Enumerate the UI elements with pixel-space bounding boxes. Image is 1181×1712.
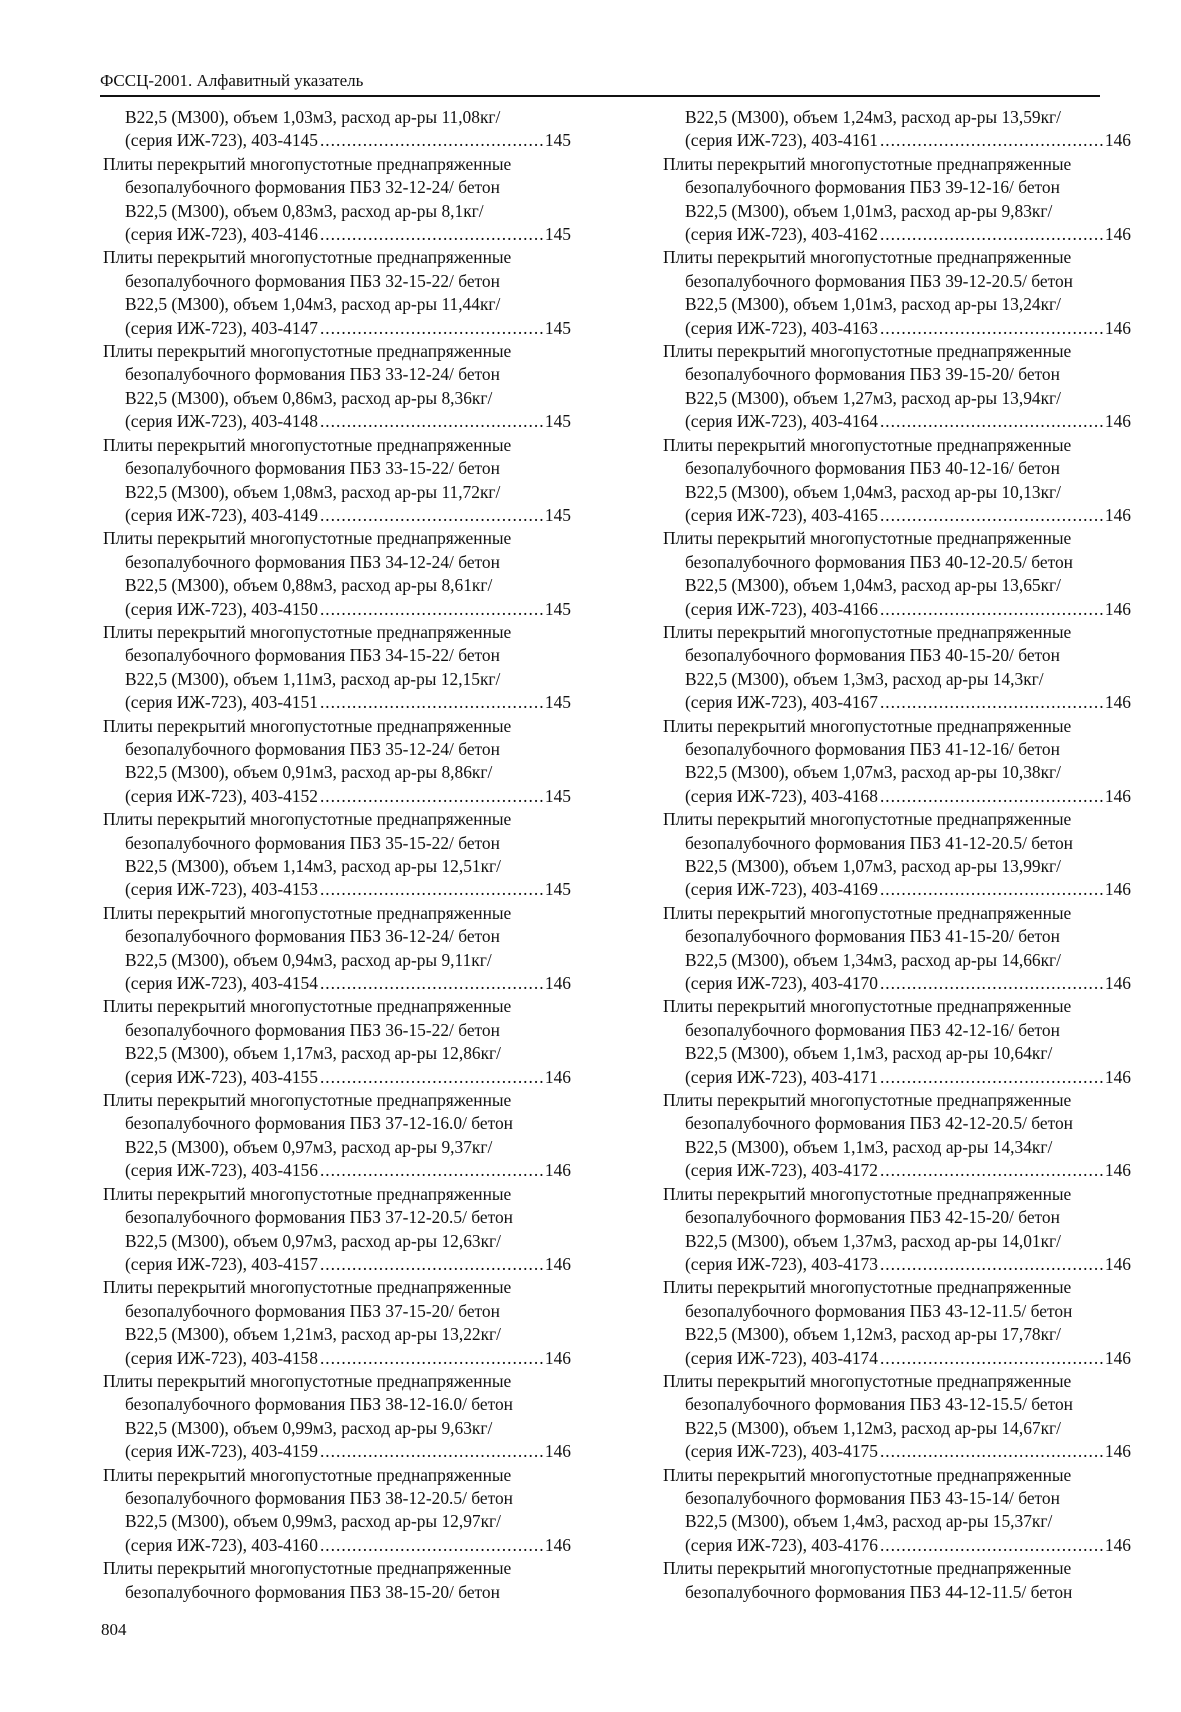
right-column bbox=[663, 106, 1131, 1604]
leader-dots bbox=[880, 129, 1103, 152]
entry-page: 145 bbox=[544, 692, 571, 713]
entry-title: Плиты перекрытий многопустотные преднапряженные bbox=[663, 621, 1072, 642]
entry-page: 146 bbox=[1104, 1253, 1131, 1274]
entry-text: В22,5 (М300), объем 1,01м3, расход ар-ры 13,24кг/ bbox=[685, 294, 1062, 315]
entry-code: (серия ИЖ-723), 403-4165 bbox=[685, 504, 878, 525]
leader-dots bbox=[880, 878, 1103, 901]
entry-reference bbox=[663, 1440, 1131, 1463]
index-entry bbox=[663, 715, 1131, 809]
index-entry bbox=[103, 715, 571, 809]
index-entry bbox=[663, 902, 1131, 996]
leader-dots bbox=[880, 1347, 1103, 1370]
index-entry bbox=[103, 1089, 571, 1183]
entry-reference bbox=[663, 1253, 1131, 1276]
entry-text: безопалубочного формования ПБЗ 44-12-11.5/ бетон bbox=[685, 1581, 1073, 1602]
entry-code: (серия ИЖ-723), 403-4170 bbox=[685, 973, 878, 994]
leader-dots bbox=[880, 410, 1103, 433]
index-entry bbox=[103, 808, 571, 902]
entry-text: безопалубочного формования ПБЗ 39-12-16/ бетон bbox=[685, 177, 1060, 198]
entry-title: Плиты перекрытий многопустотные преднапряженные bbox=[103, 247, 512, 268]
entry-reference bbox=[663, 317, 1131, 340]
index-entry bbox=[103, 1183, 571, 1277]
entry-page: 146 bbox=[1104, 785, 1131, 806]
entry-text: В22,5 (М300), объем 1,04м3, расход ар-ры 11,44кг/ bbox=[125, 294, 501, 315]
entry-reference bbox=[103, 1066, 571, 1089]
entry-title: Плиты перекрытий многопустотные преднапряженные bbox=[103, 434, 512, 455]
entry-reference bbox=[103, 129, 571, 152]
entry-page: 145 bbox=[544, 504, 571, 525]
entry-reference bbox=[103, 223, 571, 246]
entry-page: 146 bbox=[1104, 1160, 1131, 1181]
entry-reference bbox=[663, 223, 1131, 246]
entry-reference bbox=[663, 785, 1131, 808]
entry-reference bbox=[103, 785, 571, 808]
leader-dots bbox=[880, 317, 1103, 340]
entry-text: безопалубочного формования ПБЗ 40-15-20/ бетон bbox=[685, 645, 1060, 666]
index-entry bbox=[663, 340, 1131, 434]
entry-title: Плиты перекрытий многопустотные преднапряженные bbox=[103, 528, 512, 549]
entry-text: безопалубочного формования ПБЗ 36-15-22/ бетон bbox=[125, 1019, 500, 1040]
entry-reference bbox=[103, 878, 571, 901]
entry-reference bbox=[663, 1159, 1131, 1182]
entry-text: В22,5 (М300), объем 1,3м3, расход ар-ры 14,3кг/ bbox=[685, 668, 1044, 689]
entry-text: В22,5 (М300), объем 1,24м3, расход ар-ры 13,59кг/ bbox=[685, 107, 1062, 127]
index-entry bbox=[663, 808, 1131, 902]
index-entry bbox=[663, 1089, 1131, 1183]
leader-dots bbox=[880, 785, 1103, 808]
page-number: 804 bbox=[101, 1620, 127, 1639]
entry-title: Плиты перекрытий многопустотные преднапряженные bbox=[103, 341, 512, 362]
entry-text: В22,5 (М300), объем 1,04м3, расход ар-ры 13,65кг/ bbox=[685, 575, 1062, 596]
entry-text: безопалубочного формования ПБЗ 34-15-22/ бетон bbox=[125, 645, 500, 666]
entry-text: безопалубочного формования ПБЗ 42-12-16/ бетон bbox=[685, 1019, 1060, 1040]
entry-code: (серия ИЖ-723), 403-4152 bbox=[125, 785, 318, 806]
leader-dots bbox=[880, 1066, 1103, 1089]
entry-title: Плиты перекрытий многопустотные преднапряженные bbox=[103, 1277, 512, 1298]
leader-dots bbox=[880, 1534, 1103, 1557]
entry-text: В22,5 (М300), объем 1,21м3, расход ар-ры 13,22кг/ bbox=[125, 1324, 502, 1345]
entry-title: Плиты перекрытий многопустотные преднапряженные bbox=[103, 1464, 512, 1485]
entry-title: Плиты перекрытий многопустотные преднапряженные bbox=[663, 434, 1072, 455]
entry-code: (серия ИЖ-723), 403-4160 bbox=[125, 1534, 318, 1555]
leader-dots bbox=[320, 1440, 543, 1463]
index-entry bbox=[103, 340, 571, 434]
entry-reference bbox=[663, 691, 1131, 714]
entry-reference bbox=[663, 598, 1131, 621]
entry-page: 146 bbox=[544, 1347, 571, 1368]
entry-title: Плиты перекрытий многопустотные преднапряженные bbox=[663, 715, 1072, 736]
index-entry bbox=[663, 1464, 1131, 1558]
entry-text: В22,5 (М300), объем 1,1м3, расход ар-ры 14,34кг/ bbox=[685, 1136, 1053, 1157]
entry-title: Плиты перекрытий многопустотные преднапряженные bbox=[103, 996, 512, 1017]
entry-page: 145 bbox=[544, 598, 571, 619]
index-entry bbox=[103, 621, 571, 715]
entry-code: (серия ИЖ-723), 403-4172 bbox=[685, 1160, 878, 1181]
leader-dots bbox=[320, 691, 543, 714]
entry-page: 146 bbox=[1104, 598, 1131, 619]
entry-title: Плиты перекрытий многопустотные преднапряженные bbox=[103, 1370, 512, 1391]
header-title: ФССЦ-2001. Алфавитный указатель bbox=[100, 71, 364, 90]
index-entry bbox=[663, 621, 1131, 715]
entry-text: В22,5 (М300), объем 1,4м3, расход ар-ры 15,37кг/ bbox=[685, 1511, 1053, 1532]
entry-title: Плиты перекрытий многопустотные преднапряженные bbox=[663, 1277, 1072, 1298]
left-column bbox=[103, 106, 571, 1604]
entry-text: безопалубочного формования ПБЗ 43-15-14/ бетон bbox=[685, 1487, 1060, 1508]
entry-reference bbox=[663, 410, 1131, 433]
entry-page: 146 bbox=[544, 973, 571, 994]
entry-code: (серия ИЖ-723), 403-4148 bbox=[125, 411, 318, 432]
entry-text: безопалубочного формования ПБЗ 37-12-16.0/ бетон bbox=[125, 1113, 513, 1134]
entry-code: (серия ИЖ-723), 403-4161 bbox=[685, 130, 878, 151]
entry-page: 146 bbox=[1104, 1534, 1131, 1555]
entry-reference bbox=[103, 1347, 571, 1370]
entry-code: (серия ИЖ-723), 403-4168 bbox=[685, 785, 878, 806]
entry-code: (серия ИЖ-723), 403-4151 bbox=[125, 692, 318, 713]
entry-page: 145 bbox=[544, 224, 571, 245]
entry-text: безопалубочного формования ПБЗ 32-15-22/ бетон bbox=[125, 270, 500, 291]
leader-dots bbox=[880, 1253, 1103, 1276]
entry-text: безопалубочного формования ПБЗ 42-12-20.5/ бетон bbox=[685, 1113, 1073, 1134]
entry-page: 145 bbox=[544, 130, 571, 151]
entry-text: В22,5 (М300), объем 0,94м3, расход ар-ры 9,11кг/ bbox=[125, 949, 492, 970]
entry-code: (серия ИЖ-723), 403-4147 bbox=[125, 317, 318, 338]
entry-text: В22,5 (М300), объем 1,12м3, расход ар-ры 14,67кг/ bbox=[685, 1417, 1062, 1438]
entry-text: безопалубочного формования ПБЗ 32-12-24/ бетон bbox=[125, 177, 500, 198]
entry-title: Плиты перекрытий многопустотные преднапряженные bbox=[103, 1090, 512, 1111]
entry-code: (серия ИЖ-723), 403-4163 bbox=[685, 317, 878, 338]
entry-reference bbox=[103, 1440, 571, 1463]
index-entry bbox=[103, 153, 571, 247]
entry-text: В22,5 (М300), объем 0,91м3, расход ар-ры 8,86кг/ bbox=[125, 762, 493, 783]
entry-title: Плиты перекрытий многопустотные преднапряженные bbox=[663, 1464, 1072, 1485]
entry-page: 145 bbox=[544, 785, 571, 806]
entry-text: В22,5 (М300), объем 1,01м3, расход ар-ры 9,83кг/ bbox=[685, 200, 1053, 221]
entry-page: 146 bbox=[544, 1253, 571, 1274]
entry-text: безопалубочного формования ПБЗ 37-12-20.5/ бетон bbox=[125, 1207, 513, 1228]
entry-title: Плиты перекрытий многопустотные преднапряженные bbox=[103, 809, 512, 830]
entry-text: В22,5 (М300), объем 1,34м3, расход ар-ры 14,66кг/ bbox=[685, 949, 1062, 970]
entry-page: 145 bbox=[544, 879, 571, 900]
index-entry bbox=[663, 246, 1131, 340]
entry-text: безопалубочного формования ПБЗ 40-12-16/ бетон bbox=[685, 458, 1060, 479]
entry-page: 146 bbox=[1104, 879, 1131, 900]
entry-text: безопалубочного формования ПБЗ 33-15-22/ бетон bbox=[125, 458, 500, 479]
index-entry bbox=[663, 434, 1131, 528]
entry-text: В22,5 (М300), объем 1,14м3, расход ар-ры 12,51кг/ bbox=[125, 856, 502, 876]
entry-text: безопалубочного формования ПБЗ 35-15-22/ бетон bbox=[125, 832, 500, 853]
entry-title: Плиты перекрытий многопустотные преднапряженные bbox=[663, 902, 1072, 923]
entry-text: В22,5 (М300), объем 1,37м3, расход ар-ры 14,01кг/ bbox=[685, 1230, 1062, 1251]
entry-reference bbox=[103, 504, 571, 527]
entry-title: Плиты перекрытий многопустотные преднапряженные bbox=[663, 1558, 1072, 1579]
entry-page: 146 bbox=[544, 1534, 571, 1555]
index-entry bbox=[103, 1370, 571, 1464]
entry-page: 145 bbox=[544, 317, 571, 338]
entry-text: безопалубочного формования ПБЗ 38-12-20.5/ бетон bbox=[125, 1487, 513, 1508]
entry-text: безопалубочного формования ПБЗ 41-12-16/ бетон bbox=[685, 738, 1060, 759]
leader-dots bbox=[320, 1347, 543, 1370]
entry-title: Плиты перекрытий многопустотные преднапряженные bbox=[103, 1183, 512, 1204]
entry-title: Плиты перекрытий многопустотные преднапряженные bbox=[663, 1370, 1072, 1391]
entry-code: (серия ИЖ-723), 403-4164 bbox=[685, 411, 878, 432]
entry-title: Плиты перекрытий многопустотные преднапряженные bbox=[663, 341, 1072, 362]
entry-page: 145 bbox=[544, 411, 571, 432]
entry-page: 146 bbox=[544, 1441, 571, 1462]
entry-text: безопалубочного формования ПБЗ 41-15-20/ бетон bbox=[685, 926, 1060, 947]
entry-code: (серия ИЖ-723), 403-4159 bbox=[125, 1441, 318, 1462]
entry-title: Плиты перекрытий многопустотные преднапряженные bbox=[663, 1090, 1072, 1111]
entry-page: 146 bbox=[1104, 692, 1131, 713]
entry-reference bbox=[103, 1253, 571, 1276]
entry-text: безопалубочного формования ПБЗ 39-15-20/ бетон bbox=[685, 364, 1060, 385]
entry-code: (серия ИЖ-723), 403-4158 bbox=[125, 1347, 318, 1368]
entry-title: Плиты перекрытий многопустотные преднапряженные bbox=[103, 153, 512, 174]
entry-text: В22,5 (М300), объем 0,99м3, расход ар-ры 12,97кг/ bbox=[125, 1511, 502, 1532]
leader-dots bbox=[320, 317, 543, 340]
entry-text: В22,5 (М300), объем 1,03м3, расход ар-ры 11,08кг/ bbox=[125, 107, 501, 127]
entry-reference bbox=[663, 1066, 1131, 1089]
entry-code: (серия ИЖ-723), 403-4169 bbox=[685, 879, 878, 900]
index-entry bbox=[103, 902, 571, 996]
entry-text: В22,5 (М300), объем 1,11м3, расход ар-ры 12,15кг/ bbox=[125, 668, 501, 689]
leader-dots bbox=[320, 1253, 543, 1276]
entry-text: В22,5 (М300), объем 0,83м3, расход ар-ры 8,1кг/ bbox=[125, 200, 484, 221]
entry-reference bbox=[103, 1159, 571, 1182]
entry-reference bbox=[663, 504, 1131, 527]
entry-code: (серия ИЖ-723), 403-4153 bbox=[125, 879, 318, 900]
entry-code: (серия ИЖ-723), 403-4166 bbox=[685, 598, 878, 619]
entry-title: Плиты перекрытий многопустотные преднапряженные bbox=[663, 153, 1072, 174]
entry-text: В22,5 (М300), объем 1,12м3, расход ар-ры 17,78кг/ bbox=[685, 1324, 1062, 1345]
entry-code: (серия ИЖ-723), 403-4149 bbox=[125, 504, 318, 525]
leader-dots bbox=[320, 598, 543, 621]
entry-page: 146 bbox=[1104, 317, 1131, 338]
entry-page: 146 bbox=[1104, 1347, 1131, 1368]
entry-reference bbox=[663, 1347, 1131, 1370]
leader-dots bbox=[880, 1440, 1103, 1463]
entry-code: (серия ИЖ-723), 403-4156 bbox=[125, 1160, 318, 1181]
entry-reference bbox=[663, 972, 1131, 995]
index-entry bbox=[103, 1464, 571, 1558]
entry-code: (серия ИЖ-723), 403-4155 bbox=[125, 1066, 318, 1087]
entry-text: В22,5 (М300), объем 1,27м3, расход ар-ры 13,94кг/ bbox=[685, 387, 1062, 408]
entry-code: (серия ИЖ-723), 403-4174 bbox=[685, 1347, 878, 1368]
entry-reference bbox=[103, 598, 571, 621]
entry-title: Плиты перекрытий многопустотные преднапряженные bbox=[663, 809, 1072, 830]
entry-reference bbox=[663, 878, 1131, 901]
leader-dots bbox=[320, 223, 543, 246]
entry-title: Плиты перекрытий многопустотные преднапряженные bbox=[663, 247, 1072, 268]
entry-text: В22,5 (М300), объем 1,08м3, расход ар-ры 11,72кг/ bbox=[125, 481, 501, 502]
entry-text: В22,5 (М300), объем 1,07м3, расход ар-ры 13,99кг/ bbox=[685, 856, 1062, 876]
leader-dots bbox=[880, 1159, 1103, 1182]
entry-text: безопалубочного формования ПБЗ 34-12-24/ бетон bbox=[125, 551, 500, 572]
entry-text: безопалубочного формования ПБЗ 33-12-24/ бетон bbox=[125, 364, 500, 385]
entry-text: безопалубочного формования ПБЗ 41-12-20.5/ бетон bbox=[685, 832, 1073, 853]
index-entry bbox=[103, 434, 571, 528]
entry-text: В22,5 (М300), объем 0,97м3, расход ар-ры 9,37кг/ bbox=[125, 1136, 493, 1157]
entry-text: безопалубочного формования ПБЗ 36-12-24/ бетон bbox=[125, 926, 500, 947]
entry-code: (серия ИЖ-723), 403-4162 bbox=[685, 224, 878, 245]
entry-title: Плиты перекрытий многопустотные преднапряженные bbox=[103, 621, 512, 642]
entry-page: 146 bbox=[1104, 130, 1131, 151]
leader-dots bbox=[880, 972, 1103, 995]
entry-code: (серия ИЖ-723), 403-4146 bbox=[125, 224, 318, 245]
entry-page: 146 bbox=[1104, 504, 1131, 525]
leader-dots bbox=[320, 129, 543, 152]
entry-text: В22,5 (М300), объем 0,99м3, расход ар-ры 9,63кг/ bbox=[125, 1417, 493, 1438]
index-entry bbox=[663, 1276, 1131, 1370]
entry-reference bbox=[103, 691, 571, 714]
entry-page: 146 bbox=[1104, 224, 1131, 245]
leader-dots bbox=[320, 1534, 543, 1557]
index-entry bbox=[103, 1276, 571, 1370]
entry-title: Плиты перекрытий многопустотные преднапряженные bbox=[103, 715, 512, 736]
leader-dots bbox=[880, 691, 1103, 714]
leader-dots bbox=[320, 504, 543, 527]
index-entry bbox=[663, 527, 1131, 621]
entry-list bbox=[103, 153, 571, 1557]
entry-title: Плиты перекрытий многопустотные преднапряженные bbox=[103, 902, 512, 923]
leader-dots bbox=[880, 504, 1103, 527]
page-header bbox=[100, 70, 1100, 97]
entry-code: (серия ИЖ-723), 403-4167 bbox=[685, 692, 878, 713]
entry-page: 146 bbox=[1104, 411, 1131, 432]
entry-code: (серия ИЖ-723), 403-4157 bbox=[125, 1253, 318, 1274]
entry-code: (серия ИЖ-723), 403-4150 bbox=[125, 598, 318, 619]
entry-text: безопалубочного формования ПБЗ 37-15-20/ бетон bbox=[125, 1300, 500, 1321]
continued-entry-tail bbox=[103, 1557, 571, 1604]
index-entry bbox=[663, 1370, 1131, 1464]
entry-reference bbox=[663, 1534, 1131, 1557]
entry-reference bbox=[103, 317, 571, 340]
entry-reference bbox=[103, 410, 571, 433]
entry-text: безопалубочного формования ПБЗ 42-15-20/ бетон bbox=[685, 1207, 1060, 1228]
leader-dots bbox=[320, 410, 543, 433]
entry-code: (серия ИЖ-723), 403-4154 bbox=[125, 973, 318, 994]
entry-text: В22,5 (М300), объем 1,1м3, расход ар-ры 10,64кг/ bbox=[685, 1043, 1053, 1064]
entry-reference bbox=[103, 972, 571, 995]
index-entry bbox=[103, 246, 571, 340]
leader-dots bbox=[880, 598, 1103, 621]
entry-text: В22,5 (М300), объем 0,97м3, расход ар-ры 12,63кг/ bbox=[125, 1230, 502, 1251]
entry-code: (серия ИЖ-723), 403-4171 bbox=[685, 1066, 878, 1087]
continued-entry-tail bbox=[663, 1557, 1131, 1604]
entry-text: безопалубочного формования ПБЗ 43-12-11.5/ бетон bbox=[685, 1300, 1073, 1321]
continued-entry bbox=[103, 106, 571, 153]
leader-dots bbox=[320, 878, 543, 901]
entry-text: В22,5 (М300), объем 0,88м3, расход ар-ры 8,61кг/ bbox=[125, 575, 493, 596]
entry-list bbox=[663, 153, 1131, 1557]
entry-page: 146 bbox=[544, 1066, 571, 1087]
continued-entry bbox=[663, 106, 1131, 153]
entry-reference bbox=[663, 129, 1131, 152]
entry-title: Плиты перекрытий многопустотные преднапряженные bbox=[663, 996, 1072, 1017]
entry-text: В22,5 (М300), объем 0,86м3, расход ар-ры 8,36кг/ bbox=[125, 387, 493, 408]
index-entry bbox=[663, 153, 1131, 247]
entry-page: 146 bbox=[1104, 1066, 1131, 1087]
entry-text: безопалубочного формования ПБЗ 38-15-20/ бетон bbox=[125, 1581, 500, 1602]
leader-dots bbox=[320, 972, 543, 995]
entry-text: безопалубочного формования ПБЗ 39-12-20.5/ бетон bbox=[685, 270, 1073, 291]
index-entry bbox=[103, 527, 571, 621]
index-entry bbox=[663, 1183, 1131, 1277]
entry-page: 146 bbox=[1104, 973, 1131, 994]
entry-title: Плиты перекрытий многопустотные преднапряженные bbox=[663, 1183, 1072, 1204]
leader-dots bbox=[320, 785, 543, 808]
entry-text: безопалубочного формования ПБЗ 35-12-24/ бетон bbox=[125, 738, 500, 759]
entry-text: В22,5 (М300), объем 1,04м3, расход ар-ры 10,13кг/ bbox=[685, 481, 1062, 502]
index-entry bbox=[103, 995, 571, 1089]
leader-dots bbox=[880, 223, 1103, 246]
entry-page: 146 bbox=[1104, 1441, 1131, 1462]
leader-dots bbox=[320, 1066, 543, 1089]
leader-dots bbox=[320, 1159, 543, 1182]
entry-code: (серия ИЖ-723), 403-4175 bbox=[685, 1441, 878, 1462]
entry-code: (серия ИЖ-723), 403-4173 bbox=[685, 1253, 878, 1274]
entry-text: безопалубочного формования ПБЗ 40-12-20.5/ бетон bbox=[685, 551, 1073, 572]
entry-title: Плиты перекрытий многопустотные преднапряженные bbox=[103, 1558, 512, 1579]
entry-reference bbox=[103, 1534, 571, 1557]
entry-title: Плиты перекрытий многопустотные преднапряженные bbox=[663, 528, 1072, 549]
entry-text: В22,5 (М300), объем 1,17м3, расход ар-ры 12,86кг/ bbox=[125, 1043, 502, 1064]
entry-text: безопалубочного формования ПБЗ 43-12-15.5/ бетон bbox=[685, 1394, 1073, 1415]
entry-text: безопалубочного формования ПБЗ 38-12-16.0/ бетон bbox=[125, 1394, 513, 1415]
entry-code: (серия ИЖ-723), 403-4176 bbox=[685, 1534, 878, 1555]
entry-text: В22,5 (М300), объем 1,07м3, расход ар-ры 10,38кг/ bbox=[685, 762, 1062, 783]
index-entry bbox=[663, 995, 1131, 1089]
entry-page: 146 bbox=[544, 1160, 571, 1181]
entry-code: (серия ИЖ-723), 403-4145 bbox=[125, 130, 318, 151]
